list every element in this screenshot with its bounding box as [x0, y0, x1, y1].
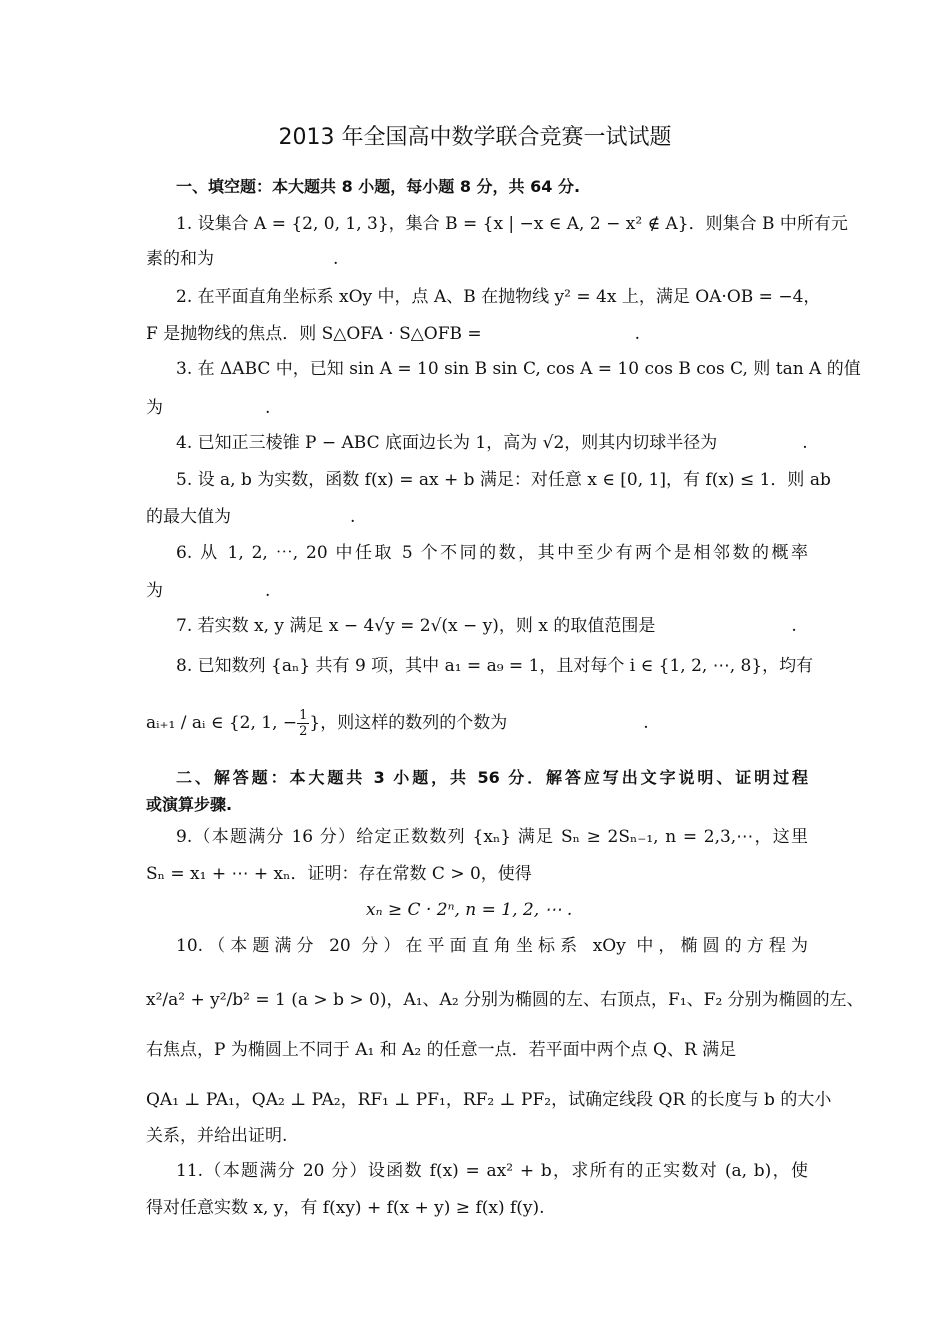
question-1-line-1: 1. 设集合 A = {2, 0, 1, 3}，集合 B = {x | −x ∈ A, 2 − x² ∉ A}．则集合 B 中所有元: [176, 214, 848, 234]
ratio-set-expression: aᵢ₊₁ / aᵢ ∈ {2, 1, −: [146, 713, 298, 733]
question-6-line-2: 为 .: [146, 581, 271, 601]
question-1-line-2: 素的和为 .: [146, 249, 339, 269]
fraction-numerator: 1: [299, 708, 308, 723]
section-heading-fill-in: 一、填空题：本大题共 8 小题，每小题 8 分，共 64 分.: [176, 177, 581, 196]
question-11-line-2: 得对任意实数 x, y，有 f(xy) + f(x + y) ≥ f(x) f(y).: [146, 1198, 545, 1218]
question-10-line-5: 关系，并给出证明.: [146, 1126, 288, 1146]
question-7: 7. 若实数 x, y 满足 x − 4√y = 2√(x − y)，则 x 的取值范围是 .: [176, 616, 797, 636]
fraction-one-half: [297, 708, 309, 739]
section-heading-solutions-2: 或演算步骤.: [146, 795, 233, 814]
question-3-line-1: 3. 在 ΔABC 中，已知 sin A = 10 sin B sin C, cos A = 10 cos B cos C, 则 tan A 的值: [176, 359, 861, 379]
section-heading-solutions-1: 二、解答题：本大题共 3 小题，共 56 分．解答应写出文字说明、证明过程: [176, 768, 808, 787]
question-5-line-1: 5. 设 a, b 为实数，函数 f(x) = ax + b 满足：对任意 x ∈ [0, 1]，有 f(x) ≤ 1．则 ab: [176, 470, 831, 490]
question-6-line-1: 6. 从 1, 2, ⋯, 20 中任取 5 个不同的数，其中至少有两个是相邻数的概率: [176, 543, 808, 563]
question-2-line-2: F 是抛物线的焦点．则 S△OFA · S△OFB = .: [146, 324, 641, 344]
page-title: 2013 年全国高中数学联合竞赛一试试题: [278, 125, 672, 150]
question-10-line-1: 10.（本题满分 20 分）在平面直角坐标系 xOy 中，椭圆的方程为: [176, 936, 808, 956]
question-8-ending: }，则这样的数列的个数为 .: [309, 713, 649, 733]
question-8-line-2: [146, 708, 808, 739]
question-9-line-1: 9.（本题满分 16 分）给定正数数列 {xₙ} 满足 Sₙ ≥ 2Sₙ₋₁, n = 2,3,⋯，这里: [176, 827, 808, 847]
question-5-line-2: 的最大值为 .: [146, 507, 356, 527]
question-10-line-2: x²/a² + y²/b² = 1 (a > b > 0)，A₁、A₂ 分别为椭圆的左、右顶点，F₁、F₂ 分别为椭圆的左、: [146, 990, 864, 1010]
question-9-line-2: Sₙ = x₁ + ⋯ + xₙ．证明：存在常数 C > 0，使得: [146, 864, 532, 884]
question-2-line-1: 2. 在平面直角坐标系 xOy 中，点 A、B 在抛物线 y² = 4x 上，满足 OA·OB = −4，: [176, 287, 821, 307]
question-10-line-3: 右焦点，P 为椭圆上不同于 A₁ 和 A₂ 的任意一点．若平面中两个点 Q、R 满足: [146, 1040, 737, 1060]
question-8-line-1: 8. 已知数列 {aₙ} 共有 9 项，其中 a₁ = a₉ = 1，且对每个 i ∈ {1, 2, ⋯, 8}，均有: [176, 656, 814, 676]
question-3-line-2: 为 .: [146, 398, 271, 418]
question-11-line-1: 11.（本题满分 20 分）设函数 f(x) = ax² + b，求所有的正实数对 (a, b)，使: [176, 1161, 808, 1181]
question-10-line-4: QA₁ ⊥ PA₁，QA₂ ⊥ PA₂，RF₁ ⊥ PF₁，RF₂ ⊥ PF₂，试确定线段 QR 的长度与 b 的大小: [146, 1090, 832, 1110]
fraction-denominator: 2: [299, 724, 308, 739]
question-4: 4. 已知正三棱锥 P − ABC 底面边长为 1，高为 √2，则其内切球半径为 .: [176, 433, 808, 453]
question-9-inequality: xₙ ≥ C · 2ⁿ, n = 1, 2, ⋯ .: [366, 900, 573, 920]
